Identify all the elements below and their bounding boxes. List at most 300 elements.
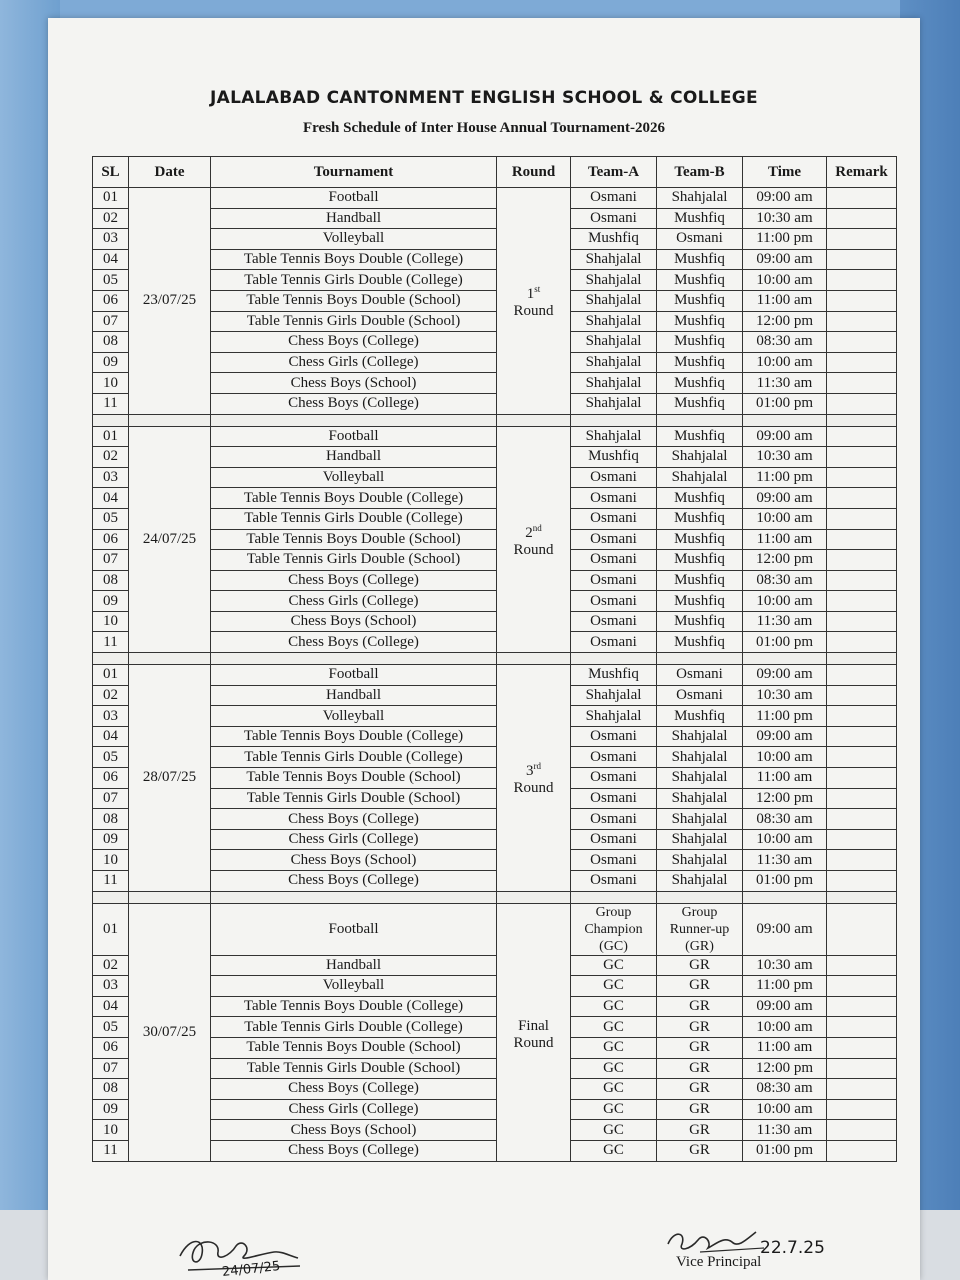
team-a-cell: Shahjalal xyxy=(571,426,657,447)
table-row xyxy=(93,1140,897,1161)
team-b-cell: Mushfiq xyxy=(657,311,743,332)
remark-cell xyxy=(827,570,897,591)
separator-cell xyxy=(497,414,571,426)
time-cell: 09:00 am xyxy=(743,188,827,209)
remark-cell xyxy=(827,1017,897,1038)
sl-cell: 10 xyxy=(93,850,129,871)
team-b-cell: GR xyxy=(657,996,743,1017)
separator-cell xyxy=(129,414,211,426)
table-row xyxy=(93,1079,897,1100)
time-cell: 11:00 pm xyxy=(743,976,827,997)
time-cell: 08:30 am xyxy=(743,1079,827,1100)
tournament-cell: Table Tennis Boys Double (College) xyxy=(211,726,497,747)
time-cell: 10:00 am xyxy=(743,1017,827,1038)
tournament-cell: Chess Boys (College) xyxy=(211,871,497,892)
team-a-cell: GC xyxy=(571,996,657,1017)
team-b-cell: Shahjalal xyxy=(657,747,743,768)
team-b-cell: Osmani xyxy=(657,229,743,250)
sl-cell: 05 xyxy=(93,270,129,291)
sl-cell: 08 xyxy=(93,809,129,830)
sl-cell: 04 xyxy=(93,726,129,747)
remark-cell xyxy=(827,1120,897,1141)
team-b-cell: GR xyxy=(657,976,743,997)
date-cell: 23/07/25 xyxy=(129,188,211,415)
team-b-cell: Mushfiq xyxy=(657,591,743,612)
time-cell: 10:00 am xyxy=(743,1099,827,1120)
time-cell: 09:00 am xyxy=(743,996,827,1017)
team-a-cell: Osmani xyxy=(571,529,657,550)
date-cell: 24/07/25 xyxy=(129,426,211,653)
tournament-cell: Table Tennis Girls Double (School) xyxy=(211,550,497,571)
time-cell: 09:00 am xyxy=(743,726,827,747)
time-cell: 01:00 pm xyxy=(743,632,827,653)
team-a-cell: Osmani xyxy=(571,788,657,809)
sl-cell: 06 xyxy=(93,768,129,789)
separator-cell xyxy=(211,653,497,665)
table-row xyxy=(93,1017,897,1038)
team-a-cell: Osmani xyxy=(571,871,657,892)
time-cell: 12:00 pm xyxy=(743,550,827,571)
team-b-cell: Mushfiq xyxy=(657,352,743,373)
team-a-cell: Osmani xyxy=(571,467,657,488)
team-b-cell: Shahjalal xyxy=(657,788,743,809)
tournament-cell: Volleyball xyxy=(211,706,497,727)
team-a-cell: Mushfiq xyxy=(571,447,657,468)
team-a-cell: GC xyxy=(571,1140,657,1161)
tournament-cell: Chess Boys (School) xyxy=(211,850,497,871)
remark-cell xyxy=(827,976,897,997)
team-b-cell: Mushfiq xyxy=(657,570,743,591)
tournament-cell: Chess Girls (College) xyxy=(211,591,497,612)
tournament-cell: Chess Boys (School) xyxy=(211,373,497,394)
sl-cell: 07 xyxy=(93,788,129,809)
time-cell: 10:30 am xyxy=(743,447,827,468)
remark-cell xyxy=(827,1099,897,1120)
time-cell: 11:30 am xyxy=(743,611,827,632)
separator-cell xyxy=(129,653,211,665)
team-a-cell: Shahjalal xyxy=(571,706,657,727)
team-b-cell: GR xyxy=(657,955,743,976)
remark-cell xyxy=(827,788,897,809)
table-row xyxy=(93,529,897,550)
column-header-round: Round xyxy=(497,157,571,188)
remark-cell xyxy=(827,1037,897,1058)
team-b-cell: Mushfiq xyxy=(657,632,743,653)
time-cell: 01:00 pm xyxy=(743,1140,827,1161)
date-cell: 30/07/25 xyxy=(129,903,211,1161)
sl-cell: 04 xyxy=(93,249,129,270)
separator-cell xyxy=(93,414,129,426)
time-cell: 11:30 am xyxy=(743,1120,827,1141)
tournament-cell: Handball xyxy=(211,447,497,468)
time-cell: 11:00 am xyxy=(743,529,827,550)
sl-cell: 01 xyxy=(93,426,129,447)
sl-cell: 03 xyxy=(93,706,129,727)
separator-cell xyxy=(827,653,897,665)
time-cell: 11:00 am xyxy=(743,768,827,789)
team-b-cell: GR xyxy=(657,1120,743,1141)
team-a-cell: Osmani xyxy=(571,850,657,871)
separator-cell xyxy=(571,653,657,665)
table-row xyxy=(93,1058,897,1079)
tournament-cell: Chess Boys (School) xyxy=(211,1120,497,1141)
team-a-cell: Shahjalal xyxy=(571,270,657,291)
time-cell: 12:00 pm xyxy=(743,1058,827,1079)
time-cell: 11:00 pm xyxy=(743,229,827,250)
section-separator xyxy=(93,414,897,426)
table-row xyxy=(93,788,897,809)
table-row xyxy=(93,467,897,488)
sl-cell: 09 xyxy=(93,591,129,612)
team-b-cell: GR xyxy=(657,1017,743,1038)
team-a-cell: Osmani xyxy=(571,550,657,571)
team-a-cell: Mushfiq xyxy=(571,665,657,686)
remark-cell xyxy=(827,1058,897,1079)
time-cell: 10:30 am xyxy=(743,955,827,976)
separator-cell xyxy=(743,891,827,903)
school-name: JALALABAD CANTONMENT ENGLISH SCHOOL & COLLEGE xyxy=(210,88,758,108)
table-row xyxy=(93,1037,897,1058)
team-a-cell: GC xyxy=(571,1099,657,1120)
sl-cell: 05 xyxy=(93,508,129,529)
tournament-cell: Table Tennis Girls Double (College) xyxy=(211,508,497,529)
table-row xyxy=(93,706,897,727)
remark-cell xyxy=(827,467,897,488)
sl-cell: 02 xyxy=(93,685,129,706)
time-cell: 10:00 am xyxy=(743,747,827,768)
remark-cell xyxy=(827,352,897,373)
tournament-cell: Football xyxy=(211,426,497,447)
vice-principal-label: Vice Principal xyxy=(676,1254,762,1270)
team-a-cell: Shahjalal xyxy=(571,393,657,414)
remark-cell xyxy=(827,426,897,447)
team-b-cell: Shahjalal xyxy=(657,467,743,488)
time-cell: 08:30 am xyxy=(743,332,827,353)
remark-cell xyxy=(827,955,897,976)
team-b-cell: Shahjalal xyxy=(657,829,743,850)
sl-cell: 10 xyxy=(93,611,129,632)
tournament-cell: Table Tennis Girls Double (School) xyxy=(211,1058,497,1079)
separator-cell xyxy=(827,891,897,903)
team-b-cell: Mushfiq xyxy=(657,426,743,447)
table-row xyxy=(93,809,897,830)
remark-cell xyxy=(827,393,897,414)
tournament-cell: Table Tennis Girls Double (College) xyxy=(211,270,497,291)
time-cell: 12:00 pm xyxy=(743,788,827,809)
schedule-table xyxy=(92,156,897,1162)
team-b-cell: Mushfiq xyxy=(657,529,743,550)
time-cell: 08:30 am xyxy=(743,809,827,830)
sl-cell: 03 xyxy=(93,229,129,250)
team-a-cell: Osmani xyxy=(571,508,657,529)
tournament-cell: Table Tennis Girls Double (School) xyxy=(211,311,497,332)
table-row xyxy=(93,550,897,571)
tournament-cell: Handball xyxy=(211,208,497,229)
time-cell: 12:00 pm xyxy=(743,311,827,332)
sl-cell: 11 xyxy=(93,871,129,892)
time-cell: 10:30 am xyxy=(743,685,827,706)
table-row xyxy=(93,393,897,414)
sl-cell: 01 xyxy=(93,665,129,686)
table-row xyxy=(93,570,897,591)
sl-cell: 09 xyxy=(93,352,129,373)
table-row xyxy=(93,996,897,1017)
table-row xyxy=(93,632,897,653)
team-b-cell: Osmani xyxy=(657,685,743,706)
remark-cell xyxy=(827,706,897,727)
sl-cell: 03 xyxy=(93,976,129,997)
table-row xyxy=(93,768,897,789)
team-b-cell: Mushfiq xyxy=(657,706,743,727)
remark-cell xyxy=(827,611,897,632)
table-row xyxy=(93,726,897,747)
document-subtitle: Fresh Schedule of Inter House Annual Tournament-2026 xyxy=(303,120,665,136)
sl-cell: 07 xyxy=(93,311,129,332)
separator-cell xyxy=(827,414,897,426)
tournament-cell: Volleyball xyxy=(211,976,497,997)
remark-cell xyxy=(827,1140,897,1161)
team-a-cell: Osmani xyxy=(571,488,657,509)
table-row xyxy=(93,903,897,955)
sl-cell: 06 xyxy=(93,529,129,550)
remark-cell xyxy=(827,726,897,747)
team-b-cell: Mushfiq xyxy=(657,393,743,414)
tournament-cell: Table Tennis Boys Double (School) xyxy=(211,529,497,550)
tournament-cell: Chess Boys (College) xyxy=(211,809,497,830)
time-cell: 09:00 am xyxy=(743,249,827,270)
table-row xyxy=(93,871,897,892)
team-a-cell: Osmani xyxy=(571,768,657,789)
team-a-cell: Shahjalal xyxy=(571,290,657,311)
remark-cell xyxy=(827,529,897,550)
remark-cell xyxy=(827,373,897,394)
team-a-cell: Osmani xyxy=(571,726,657,747)
time-cell: 11:00 pm xyxy=(743,467,827,488)
sl-cell: 05 xyxy=(93,1017,129,1038)
time-cell: 09:00 am xyxy=(743,488,827,509)
remark-cell xyxy=(827,903,897,955)
remark-cell xyxy=(827,1079,897,1100)
tournament-cell: Table Tennis Boys Double (School) xyxy=(211,290,497,311)
round-cell xyxy=(497,903,571,1161)
separator-cell xyxy=(93,653,129,665)
sl-cell: 04 xyxy=(93,488,129,509)
team-a-cell: Osmani xyxy=(571,611,657,632)
team-a-cell: Shahjalal xyxy=(571,352,657,373)
separator-cell xyxy=(211,891,497,903)
remark-cell xyxy=(827,685,897,706)
round-word: Round xyxy=(513,303,554,320)
tournament-cell: Chess Boys (School) xyxy=(211,611,497,632)
table-row xyxy=(93,488,897,509)
team-a-cell: Osmani xyxy=(571,591,657,612)
table-row xyxy=(93,850,897,871)
round-number: Final xyxy=(518,1017,549,1034)
table-row xyxy=(93,1120,897,1141)
column-header-time: Time xyxy=(743,157,827,188)
table-row xyxy=(93,1099,897,1120)
team-b-cell: Mushfiq xyxy=(657,550,743,571)
table-row xyxy=(93,249,897,270)
team-a-cell: Shahjalal xyxy=(571,332,657,353)
time-cell: 11:30 am xyxy=(743,373,827,394)
sl-cell: 09 xyxy=(93,1099,129,1120)
remark-cell xyxy=(827,188,897,209)
team-a-cell: Mushfiq xyxy=(571,229,657,250)
sl-cell: 11 xyxy=(93,632,129,653)
remark-cell xyxy=(827,270,897,291)
sl-cell: 07 xyxy=(93,550,129,571)
time-cell: 10:00 am xyxy=(743,508,827,529)
remark-cell xyxy=(827,850,897,871)
team-b-cell: Mushfiq xyxy=(657,290,743,311)
time-cell: 11:30 am xyxy=(743,850,827,871)
team-b-cell: Shahjalal xyxy=(657,726,743,747)
remark-cell xyxy=(827,871,897,892)
team-b-cell: GR xyxy=(657,1079,743,1100)
column-header-tournament: Tournament xyxy=(211,157,497,188)
sl-cell: 07 xyxy=(93,1058,129,1079)
round-suffix: st xyxy=(534,284,541,295)
remark-cell xyxy=(827,249,897,270)
remark-cell xyxy=(827,508,897,529)
column-header-date: Date xyxy=(129,157,211,188)
time-cell: 10:00 am xyxy=(743,829,827,850)
table-row xyxy=(93,352,897,373)
sl-cell: 10 xyxy=(93,1120,129,1141)
team-b-cell: Shahjalal xyxy=(657,768,743,789)
tournament-cell: Football xyxy=(211,188,497,209)
separator-cell xyxy=(571,414,657,426)
table-row xyxy=(93,611,897,632)
tournament-cell: Football xyxy=(211,903,497,955)
time-cell: 01:00 pm xyxy=(743,393,827,414)
date-cell: 28/07/25 xyxy=(129,665,211,892)
sl-cell: 08 xyxy=(93,332,129,353)
team-a-cell: GC xyxy=(571,1120,657,1141)
team-a-cell: GC xyxy=(571,976,657,997)
tournament-cell: Handball xyxy=(211,955,497,976)
table-row xyxy=(93,829,897,850)
table-row xyxy=(93,976,897,997)
remark-cell xyxy=(827,311,897,332)
sl-cell: 02 xyxy=(93,447,129,468)
team-a-cell: Osmani xyxy=(571,829,657,850)
table-row xyxy=(93,229,897,250)
separator-cell xyxy=(497,891,571,903)
tournament-cell: Table Tennis Girls Double (School) xyxy=(211,788,497,809)
left-signature-date: 24/07/25 xyxy=(221,1258,282,1280)
tournament-cell: Chess Girls (College) xyxy=(211,352,497,373)
remark-cell xyxy=(827,996,897,1017)
table-row xyxy=(93,955,897,976)
sl-cell: 01 xyxy=(93,188,129,209)
remark-cell xyxy=(827,550,897,571)
table-row xyxy=(93,685,897,706)
schedule-body xyxy=(93,188,897,1162)
tournament-cell: Table Tennis Boys Double (College) xyxy=(211,488,497,509)
round-suffix: rd xyxy=(533,761,541,772)
time-cell: 08:30 am xyxy=(743,570,827,591)
separator-cell xyxy=(571,891,657,903)
team-b-cell: Mushfiq xyxy=(657,488,743,509)
remark-cell xyxy=(827,829,897,850)
tournament-cell: Handball xyxy=(211,685,497,706)
tournament-cell: Chess Boys (College) xyxy=(211,1140,497,1161)
team-a-cell: Shahjalal xyxy=(571,373,657,394)
separator-cell xyxy=(657,414,743,426)
remark-cell xyxy=(827,332,897,353)
sl-cell: 06 xyxy=(93,290,129,311)
tournament-cell: Chess Boys (College) xyxy=(211,632,497,653)
round-suffix: nd xyxy=(532,522,542,533)
remark-cell xyxy=(827,747,897,768)
section-separator xyxy=(93,653,897,665)
time-cell: 11:00 am xyxy=(743,1037,827,1058)
team-b-cell: Mushfiq xyxy=(657,208,743,229)
table-row xyxy=(93,208,897,229)
tournament-cell: Table Tennis Boys Double (College) xyxy=(211,249,497,270)
team-a-cell: Group Champion (GC) xyxy=(571,903,657,955)
tournament-cell: Table Tennis Girls Double (College) xyxy=(211,1017,497,1038)
tournament-cell: Football xyxy=(211,665,497,686)
tournament-cell: Table Tennis Boys Double (School) xyxy=(211,768,497,789)
separator-cell xyxy=(743,414,827,426)
sl-cell: 02 xyxy=(93,955,129,976)
table-row xyxy=(93,508,897,529)
team-a-cell: GC xyxy=(571,1058,657,1079)
round-number: 3 xyxy=(526,763,534,780)
time-cell: 11:00 pm xyxy=(743,706,827,727)
sl-cell: 02 xyxy=(93,208,129,229)
team-b-cell: Shahjalal xyxy=(657,809,743,830)
column-header-remark: Remark xyxy=(827,157,897,188)
round-word: Round xyxy=(513,780,554,797)
team-b-cell: Shahjalal xyxy=(657,447,743,468)
team-b-cell: Mushfiq xyxy=(657,270,743,291)
team-b-cell: Shahjalal xyxy=(657,871,743,892)
table-row xyxy=(93,665,897,686)
team-a-cell: Osmani xyxy=(571,809,657,830)
team-b-cell: Group Runner-up (GR) xyxy=(657,903,743,955)
column-header-sl: SL xyxy=(93,157,129,188)
team-b-cell: Shahjalal xyxy=(657,850,743,871)
time-cell: 09:00 am xyxy=(743,903,827,955)
remark-cell xyxy=(827,591,897,612)
round-word: Round xyxy=(513,541,554,558)
table-row xyxy=(93,188,897,209)
team-a-cell: GC xyxy=(571,1079,657,1100)
sl-cell: 09 xyxy=(93,829,129,850)
sl-cell: 08 xyxy=(93,570,129,591)
section-separator xyxy=(93,891,897,903)
round-cell xyxy=(497,426,571,653)
team-a-cell: Shahjalal xyxy=(571,685,657,706)
sl-cell: 08 xyxy=(93,1079,129,1100)
separator-cell xyxy=(657,891,743,903)
table-row xyxy=(93,373,897,394)
team-b-cell: GR xyxy=(657,1037,743,1058)
time-cell: 09:00 am xyxy=(743,665,827,686)
remark-cell xyxy=(827,290,897,311)
team-b-cell: Osmani xyxy=(657,665,743,686)
team-b-cell: GR xyxy=(657,1140,743,1161)
sl-cell: 03 xyxy=(93,467,129,488)
team-a-cell: GC xyxy=(571,955,657,976)
tournament-cell: Chess Boys (College) xyxy=(211,570,497,591)
remark-cell xyxy=(827,229,897,250)
separator-cell xyxy=(211,414,497,426)
